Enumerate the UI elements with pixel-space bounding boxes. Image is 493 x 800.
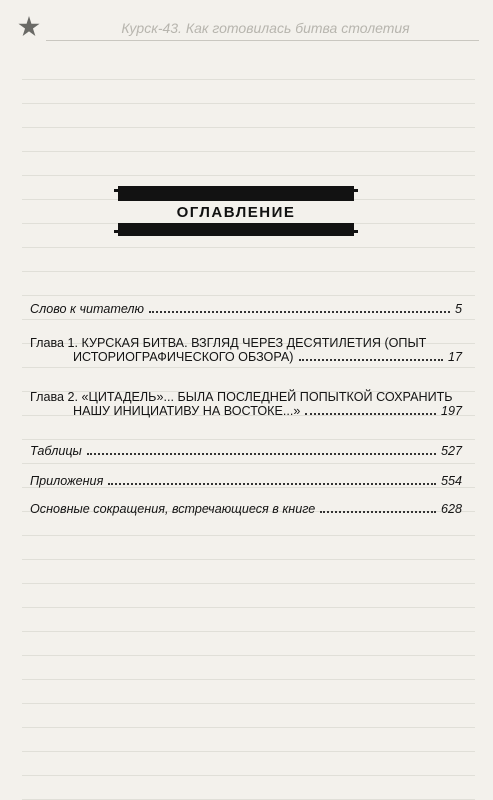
toc-entry-page: 554 (440, 474, 462, 488)
toc-entry[interactable] (30, 302, 462, 317)
dot-leader (108, 483, 436, 485)
dot-leader (299, 359, 443, 361)
toc-entry-label-continued: ИСТОРИОГРАФИЧЕСКОГО ОБЗОРА) (73, 350, 294, 364)
toc-entry-label: Глава 1. КУРСКАЯ БИТВА. ВЗГЛЯД ЧЕРЕЗ ДЕСЯТИЛЕТИЯ (ОПЫТ (30, 336, 427, 350)
toc-entry-label: Приложения (30, 474, 104, 488)
header-rule (46, 40, 479, 41)
star-icon (18, 16, 40, 38)
dot-leader (305, 413, 436, 415)
dot-leader (320, 511, 436, 513)
toc-entry-label: Глава 2. «ЦИТАДЕЛЬ»... БЫЛА ПОСЛЕДНЕЙ ПОПЫТКОЙ СОХРАНИТЬ (30, 390, 453, 404)
toc-entry[interactable] (30, 474, 462, 489)
running-header (18, 10, 479, 44)
toc-entry-label-continued: НАШУ ИНИЦИАТИВУ НА ВОСТОКЕ...» (73, 404, 301, 418)
toc-entry-page: 197 (440, 404, 462, 418)
toc-entry-page: 527 (440, 444, 462, 458)
toc-entry[interactable] (30, 336, 462, 365)
toc-entry-label: Таблицы (30, 444, 82, 458)
toc-heading-band (118, 201, 354, 223)
dot-leader (87, 453, 436, 455)
toc-entry[interactable] (30, 444, 462, 459)
toc-entry-label: Слово к читателю (30, 302, 144, 316)
running-title: Курск-43. Как готовилась битва столетия (121, 20, 410, 36)
toc-entry[interactable] (30, 390, 462, 419)
toc-entry-page: 17 (447, 350, 462, 364)
facing-page-show-through (22, 60, 475, 800)
toc-entry-page: 628 (440, 502, 462, 516)
toc-entry[interactable] (30, 502, 462, 517)
dot-leader (149, 311, 450, 313)
toc-entry-page: 5 (454, 302, 462, 316)
toc-heading: ОГЛАВЛЕНИЕ (176, 204, 296, 221)
toc-heading-block (118, 186, 354, 236)
toc-entry-label: Основные сокращения, встречающиеся в книге (30, 502, 316, 516)
